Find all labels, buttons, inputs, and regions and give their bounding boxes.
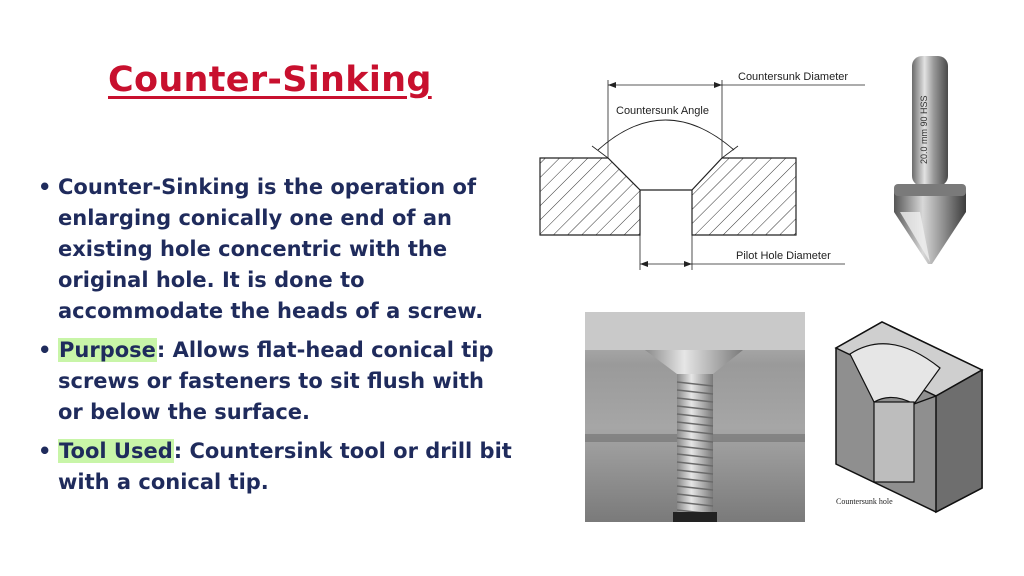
caption-countersunk-hole: Countersunk hole bbox=[836, 497, 893, 506]
left-material bbox=[540, 158, 640, 235]
label-pilot-hole-diameter: Pilot Hole Diameter bbox=[736, 250, 831, 262]
pilot-hole bbox=[874, 402, 914, 482]
bullet-dot: • bbox=[38, 439, 52, 463]
bullet-text: : Countersink tool or drill bit with a conical tip. bbox=[58, 439, 512, 494]
countersunk-screw-photo bbox=[585, 312, 805, 522]
bullet-list bbox=[36, 172, 516, 506]
label-countersunk-angle: Countersunk Angle bbox=[616, 105, 709, 117]
tool-shank bbox=[912, 56, 948, 186]
countersink-diagram bbox=[530, 60, 880, 275]
bullet-text: Counter-Sinking is the operation of enlarging conically one end of an existing hole concentric with the original hole. It is done to accommodate the heads of a screw. bbox=[58, 175, 484, 323]
bullet-term: Tool Used bbox=[59, 439, 173, 463]
bullet-dot: • bbox=[38, 175, 52, 199]
countersink-tool-image bbox=[880, 52, 980, 277]
tool-engraving: 20.0 mm 90 HSS bbox=[919, 95, 929, 164]
tool-cutting-head bbox=[894, 192, 966, 264]
bullet-text: : Allows flat-head conical tip screws or fasteners to sit flush with or below the surface. bbox=[58, 338, 494, 424]
slide-title: Counter-Sinking bbox=[108, 60, 432, 100]
right-material bbox=[692, 158, 796, 235]
label-countersunk-diameter: Countersunk Diameter bbox=[738, 71, 849, 83]
bullet-purpose bbox=[36, 335, 516, 428]
bullet-tool bbox=[36, 436, 516, 498]
bullet-term: Purpose bbox=[59, 338, 156, 362]
bullet-definition bbox=[36, 172, 516, 327]
bullet-dot: • bbox=[38, 338, 52, 362]
countersunk-hole-drawing bbox=[830, 318, 988, 514]
